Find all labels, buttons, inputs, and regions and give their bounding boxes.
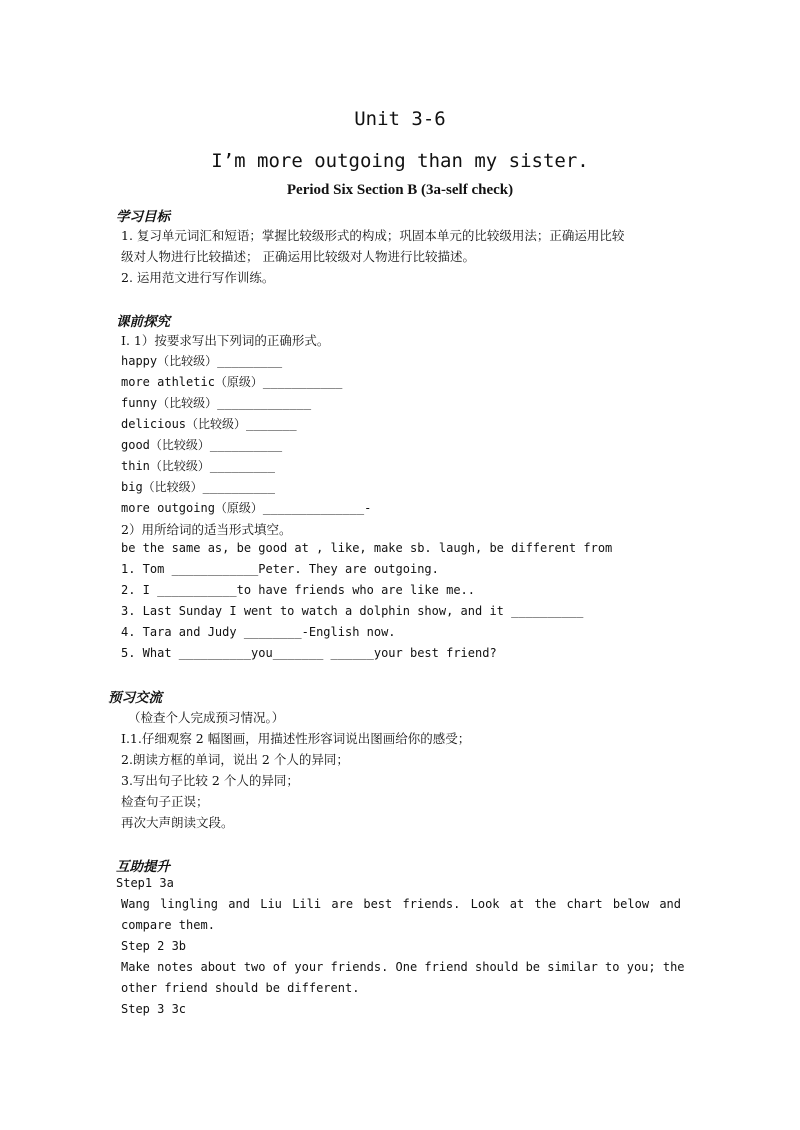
step-2-text-line-1: Make notes about two of your friends. One friend should be similar to you; the <box>121 960 685 974</box>
goal-item-2: 2. 运用范文进行写作训练。 <box>121 270 275 285</box>
word-item: good（比较级）__________ <box>121 438 283 452</box>
unit-title: Unit 3-6 <box>354 108 446 130</box>
step-1-label: Step1 3a <box>116 876 174 890</box>
exchange-line: 再次大声朗读文段。 <box>121 815 234 830</box>
exchange-heading: 预习交流 <box>108 690 162 706</box>
preview-intro: I. 1）按要求写出下列词的正确形式。 <box>121 333 330 348</box>
step-2-text-line-2: other friend should be different. <box>121 981 360 995</box>
step-3-label: Step 3 3c <box>121 1002 187 1016</box>
part-2-instruction: 2）用所给词的适当形式填空。 <box>121 522 292 537</box>
fill-sentence: 1. Tom ____________Peter. They are outgoing. <box>121 562 439 576</box>
phrase-bank: be the same as, be good at , like, make sb. laugh, be different from <box>121 541 613 555</box>
goals-heading: 学习目标 <box>116 209 170 225</box>
goal-item-1-line-1: 1. 复习单元词汇和短语；掌握比较级形式的构成；巩固本单元的比较级用法；正确运用比较 <box>121 228 625 243</box>
exchange-line: 3.写出句子比较 2 个人的异同； <box>121 773 299 788</box>
fill-sentence: 5. What __________you_______ ______your best friend? <box>121 646 497 660</box>
word-item: thin（比较级）_________ <box>121 459 275 473</box>
fill-sentence: 4. Tara and Judy ________-English now. <box>121 625 396 639</box>
mutual-heading: 互助提升 <box>116 859 170 875</box>
exchange-line: I.1.仔细观察 2 幅图画，用描述性形容词说出图画给你的感受； <box>121 731 471 746</box>
exchange-line: 检查句子正误； <box>121 794 209 809</box>
period-subtitle: Period Six Section B (3a-self check) <box>286 182 514 198</box>
word-item: more athletic（原级）___________ <box>121 375 343 389</box>
exchange-line: 2.朗读方框的单词，说出 2 个人的异同； <box>121 752 349 767</box>
word-item: happy（比较级）_________ <box>121 354 283 368</box>
goal-item-1-line-2: 级对人物进行比较描述； 正确运用比较级对人物进行比较描述。 <box>121 249 475 264</box>
preview-heading: 课前探究 <box>116 314 170 330</box>
word-item: delicious（比较级）_______ <box>121 417 297 431</box>
step-2-label: Step 2 3b <box>121 939 187 953</box>
word-item: funny（比较级）_____________ <box>121 396 312 410</box>
fill-sentence: 3. Last Sunday I went to watch a dolphin show, and it __________ <box>121 604 584 618</box>
lesson-title: I’m more outgoing than my sister. <box>211 150 589 172</box>
step-1-text-line-2: compare them. <box>121 918 215 932</box>
word-item: big（比较级）__________ <box>121 480 275 494</box>
exchange-line: （检查个人完成预习情况。） <box>128 710 285 725</box>
word-item: more outgoing（原级）______________- <box>121 501 372 515</box>
fill-sentence: 2. I ___________to have friends who are like me.. <box>121 583 476 597</box>
step-1-text-line-1: Wang lingling and Liu Lili are best friends. Look at the chart below and <box>121 897 681 911</box>
